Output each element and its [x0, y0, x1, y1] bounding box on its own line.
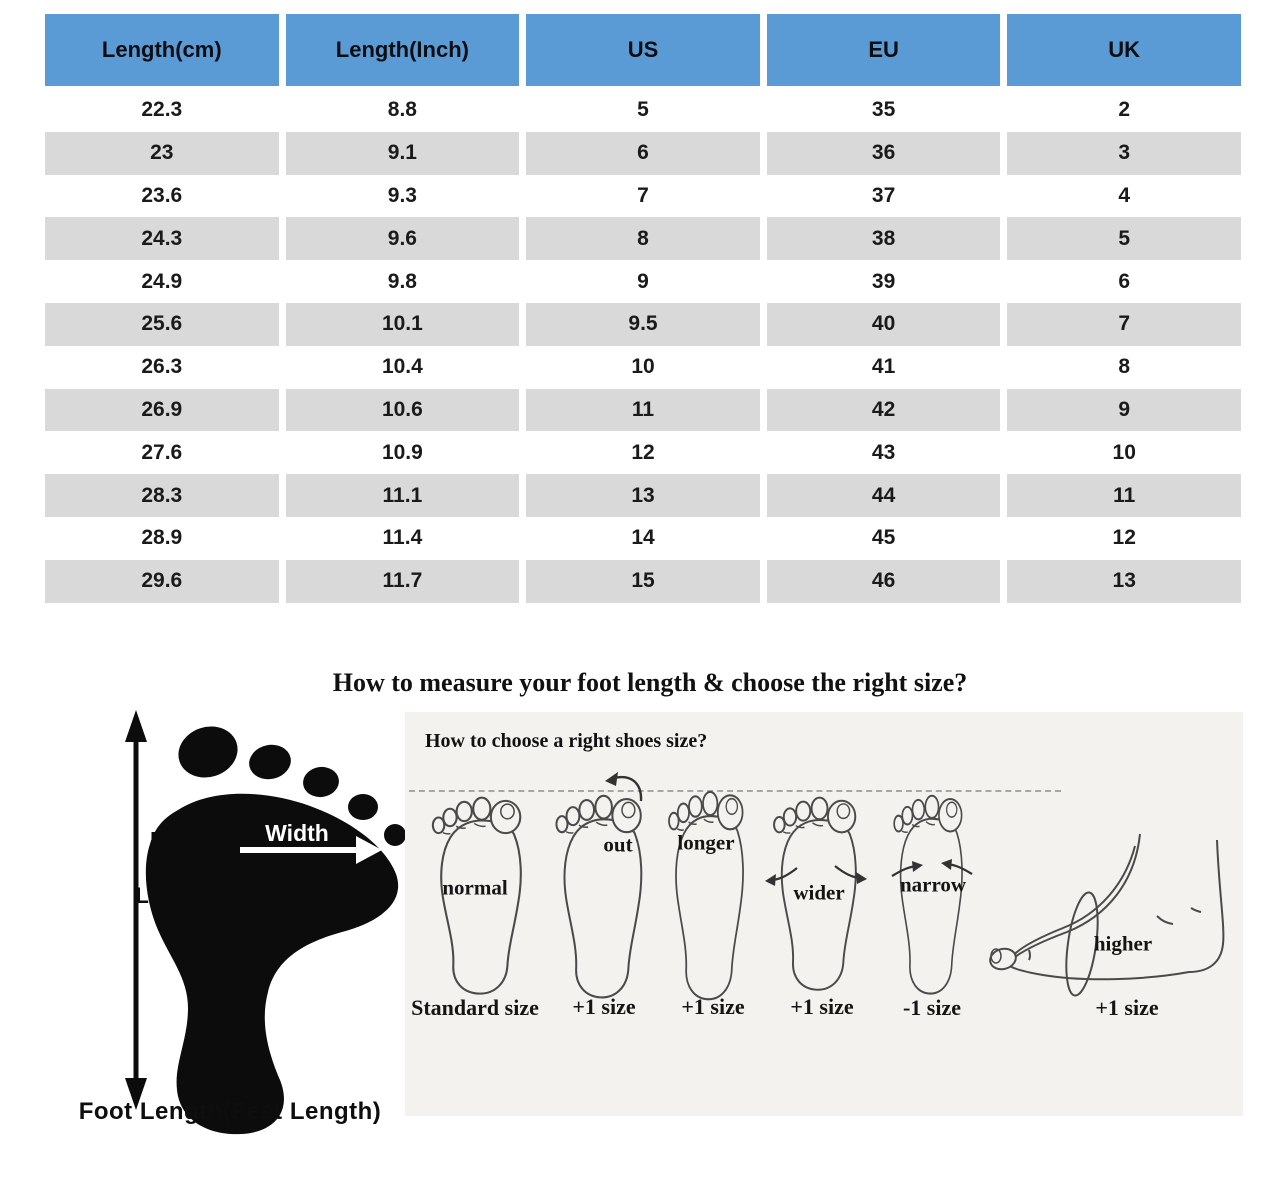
- table-cell: 9.1: [286, 132, 520, 175]
- table-cell: 24.9: [45, 260, 279, 303]
- table-row: [45, 217, 1241, 260]
- size-label-standard: Standard size: [411, 995, 539, 1020]
- table-cell: 4: [1007, 175, 1241, 218]
- out-arrow-icon: [601, 770, 645, 804]
- table-header-row: [45, 14, 1241, 86]
- footprint-silhouette: [146, 719, 406, 1134]
- size-conversion-table: [45, 14, 1241, 603]
- table-cell: 11: [1007, 474, 1241, 517]
- table-cell: 25.6: [45, 303, 279, 346]
- table-cell: 45: [767, 517, 1001, 560]
- table-cell: 12: [1007, 517, 1241, 560]
- table-row: [45, 389, 1241, 432]
- table-cell: 11: [526, 389, 760, 432]
- section-title: How to measure your foot length & choose the right size?: [332, 668, 968, 697]
- table-cell: 13: [526, 474, 760, 517]
- width-label: Width: [265, 820, 329, 846]
- table-cell: 9: [1007, 389, 1241, 432]
- table-cell: 10.6: [286, 389, 520, 432]
- table-cell: 15: [526, 560, 760, 603]
- table-row: [45, 517, 1241, 560]
- header-length-cm: Length(cm): [45, 14, 279, 86]
- table-cell: 28.9: [45, 517, 279, 560]
- size-label-out: +1 size: [572, 994, 636, 1019]
- table-cell: 10: [1007, 431, 1241, 474]
- choose-panel-title: How to choose a right shoes size?: [425, 730, 708, 752]
- header-us: US: [526, 14, 760, 86]
- table-cell: 35: [767, 89, 1001, 132]
- size-label-longer: +1 size: [681, 994, 745, 1019]
- table-cell: 8: [1007, 346, 1241, 389]
- table-cell: 46: [767, 560, 1001, 603]
- table-cell: 23.6: [45, 175, 279, 218]
- table-cell: 37: [767, 175, 1001, 218]
- table-cell: 14: [526, 517, 760, 560]
- foot-label-wider: wider: [793, 880, 845, 905]
- side-foot-icon: [985, 832, 1235, 1000]
- table-cell: 22.3: [45, 89, 279, 132]
- choose-size-panel: [405, 712, 1243, 1116]
- table-cell: 10: [526, 346, 760, 389]
- table-cell: 7: [1007, 303, 1241, 346]
- foot-label-out: out: [603, 832, 633, 857]
- table-row: [45, 346, 1241, 389]
- foot-label-higher: higher: [1093, 931, 1153, 956]
- table-cell: 40: [767, 303, 1001, 346]
- table-cell: 44: [767, 474, 1001, 517]
- table-cell: 3: [1007, 132, 1241, 175]
- table-cell: 5: [1007, 217, 1241, 260]
- size-label-narrow: -1 size: [902, 995, 962, 1020]
- foot-length-caption: Foot Length(Feet Length): [78, 1098, 382, 1125]
- table-cell: 11.7: [286, 560, 520, 603]
- table-cell: 10.1: [286, 303, 520, 346]
- foot-outline-icon-out: [545, 792, 655, 1004]
- table-cell: 10.9: [286, 431, 520, 474]
- table-cell: 8: [526, 217, 760, 260]
- size-label-higher: +1 size: [1095, 995, 1159, 1020]
- table-cell: 11.1: [286, 474, 520, 517]
- length-label: Length: [135, 883, 209, 908]
- size-table-body: [45, 89, 1241, 603]
- table-cell: 36: [767, 132, 1001, 175]
- table-cell: 43: [767, 431, 1001, 474]
- table-cell: 41: [767, 346, 1001, 389]
- table-cell: 9.8: [286, 260, 520, 303]
- table-cell: 26.3: [45, 346, 279, 389]
- table-cell: 42: [767, 389, 1001, 432]
- table-cell: 28.3: [45, 474, 279, 517]
- table-cell: 27.6: [45, 431, 279, 474]
- foot-label-normal: normal: [442, 875, 508, 900]
- table-cell: 2: [1007, 89, 1241, 132]
- table-cell: 5: [526, 89, 760, 132]
- table-cell: 11.4: [286, 517, 520, 560]
- table-cell: 24.3: [45, 217, 279, 260]
- size-label-wider: +1 size: [790, 994, 854, 1019]
- table-row: [45, 431, 1241, 474]
- table-row: [45, 89, 1241, 132]
- table-cell: 38: [767, 217, 1001, 260]
- table-cell: 13: [1007, 560, 1241, 603]
- table-cell: 9.6: [286, 217, 520, 260]
- length-arrow-icon: [125, 710, 147, 1110]
- foot-measure-figure: [60, 700, 410, 1140]
- foot-outline-icon-longer: [659, 788, 755, 1006]
- table-cell: 10.4: [286, 346, 520, 389]
- header-length-inch: Length(Inch): [286, 14, 520, 86]
- foot-label-narrow: narrow: [899, 872, 967, 897]
- header-uk: UK: [1007, 14, 1241, 86]
- table-cell: 7: [526, 175, 760, 218]
- table-cell: 9.3: [286, 175, 520, 218]
- table-cell: 23: [45, 132, 279, 175]
- table-row: [45, 132, 1241, 175]
- table-cell: 6: [526, 132, 760, 175]
- header-eu: EU: [767, 14, 1001, 86]
- foot-label-longer: longer: [677, 830, 735, 855]
- table-cell: 26.9: [45, 389, 279, 432]
- table-cell: 6: [1007, 260, 1241, 303]
- table-row: [45, 303, 1241, 346]
- table-cell: 8.8: [286, 89, 520, 132]
- table-row: [45, 175, 1241, 218]
- footprint-icon: [60, 700, 410, 1140]
- table-row: [45, 474, 1241, 517]
- table-cell: 9.5: [526, 303, 760, 346]
- table-row: [45, 260, 1241, 303]
- table-cell: 39: [767, 260, 1001, 303]
- table-cell: 29.6: [45, 560, 279, 603]
- table-cell: 9: [526, 260, 760, 303]
- table-row: [45, 560, 1241, 603]
- table-cell: 12: [526, 431, 760, 474]
